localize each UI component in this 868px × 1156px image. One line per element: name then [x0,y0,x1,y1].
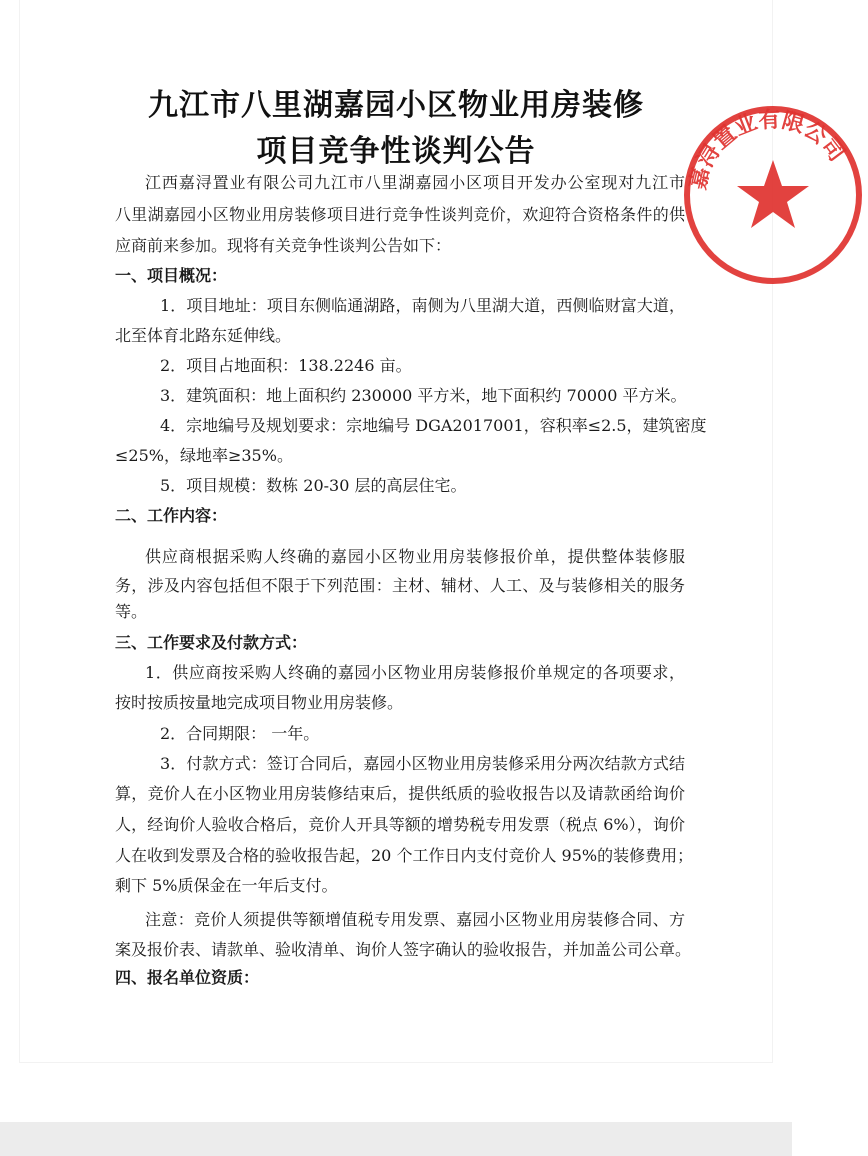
paragraph-line: 等。 [115,602,148,621]
paragraph-line: 人在收到发票及合格的验收报告起，20 个工作日内支付竞价人 95%的装修费用； [115,846,694,865]
section-heading-1: 一、项目概况： [115,266,228,285]
intro-line: 八里湖嘉园小区物业用房装修项目进行竞争性谈判竞价，欢迎符合资格条件的供 [115,205,685,224]
note-line: 注意：竞价人须提供等额增值税专用发票、嘉园小区物业用房装修合同、方 [145,910,685,929]
paragraph-line: 供应商根据采购人终确的嘉园小区物业用房装修报价单，提供整体装修服 [145,547,685,566]
viewer-bottom-strip [0,1122,792,1156]
paragraph-line: 剩下 5%质保金在一年后支付。 [115,876,338,895]
paragraph-line: 1．项目地址：项目东侧临通湖路，南侧为八里湖大道，西侧临财富大道， [160,296,685,315]
paragraph-line: 算，竞价人在小区物业用房装修结束后，提供纸质的验收报告以及请款函给询价 [115,784,685,803]
paragraph-line: 务，涉及内容包括但不限于下列范围：主材、辅材、人工、及与装修相关的服务 [115,576,685,595]
star-icon [737,160,809,228]
paragraph-line: 北至体育北路东延伸线。 [115,326,292,345]
company-seal-stamp [678,100,868,290]
document-title-line-2: 项目竞争性谈判公告 [256,134,536,169]
intro-line: 应商前来参加。现将有关竞争性谈判公告如下： [115,236,452,255]
note-line: 案及报价表、请款单、验收清单、询价人签字确认的验收报告，并加盖公司公章。 [115,940,692,959]
paragraph-line: 3．建筑面积：地上面积约 230000 平方米，地下面积约 70000 平方米。 [160,386,687,405]
section-heading-2: 二、工作内容： [115,506,228,525]
paragraph-line: ≤25%，绿地率≥35%。 [115,446,293,465]
section-heading-3: 三、工作要求及付款方式： [115,633,308,652]
paragraph-line: 3．付款方式：签订合同后，嘉园小区物业用房装修采用分两次结款方式结 [160,754,685,773]
paragraph-line: 2．合同期限： 一年。 [160,724,320,743]
paragraph-line: 4．宗地编号及规划要求：宗地编号 DGA2017001，容积率≤2.5，建筑密度 [160,416,707,435]
paragraph-line: 人，经询价人验收合格后，竞价人开具等额的增势税专用发票（税点 6%），询价 [115,815,685,834]
section-heading-4: 四、报名单位资质： [115,968,260,987]
document-title-line-1: 九江市八里湖嘉园小区物业用房装修 [148,88,644,123]
paragraph-line: 1．供应商按采购人终确的嘉园小区物业用房装修报价单规定的各项要求， [145,663,685,682]
paragraph-line: 2．项目占地面积：138.2246 亩。 [160,356,412,375]
intro-line: 江西嘉浔置业有限公司九江市八里湖嘉园小区项目开发办公室现对九江市 [145,173,685,192]
paragraph-line: 按时按质按量地完成项目物业用房装修。 [115,693,404,712]
paragraph-line: 5．项目规模：数栋 20-30 层的高层住宅。 [160,476,467,495]
seal-text: 嘉浔置业有限公司 [685,107,850,192]
